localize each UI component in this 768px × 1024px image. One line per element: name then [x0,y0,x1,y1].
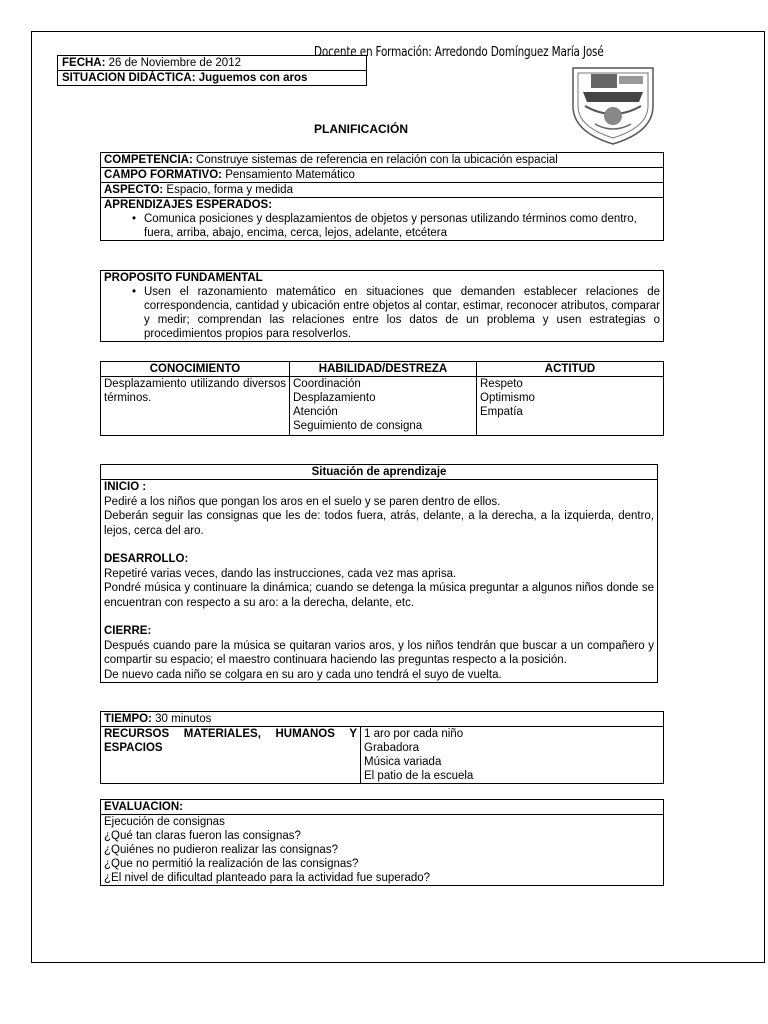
cha-table [100,361,664,436]
tiempo-value: 30 minutos [155,713,212,725]
conocimiento-cell: Desplazamiento utilizando diversos términos. [101,377,290,436]
situacion-body [101,480,657,682]
recursos-label: RECURSOS MATERIALES, HUMANOS Y ESPACIOS [104,728,357,754]
actitud-item: Respeto [480,378,523,390]
inicio-label: INICIO : [104,481,147,493]
evaluacion-item: Ejecución de consignas [104,816,225,828]
competencia-value: Construye sistemas de referencia en relación con la ubicación espacial [196,154,558,166]
competencia-label: COMPETENCIA: [104,154,193,166]
page-title: PLANIFICACIÓN [314,122,408,136]
campo-value: Pensamiento Matemático [225,169,355,181]
recurso-item: 1 aro por cada niño [364,728,464,740]
fecha-label: FECHA: [62,57,106,69]
tiempo-label: TIEMPO: [104,713,152,725]
situacion-label: SITUACION DIDÁCTICA: [62,72,196,84]
fecha-value: 26 de Noviembre de 2012 [108,57,241,69]
competencia-table [100,152,664,241]
desarrollo-text: Pondré música y continuare la dinámica; cuando se detenga la música preguntar a algunos niños donde se encuentran con respecto a su aro: a la derecha, delante, etc. [104,582,654,609]
tiempo-row [101,712,664,727]
evaluacion-item: ¿Qué tan claras fueron las consignas? [104,830,301,842]
cierre-text: De nuevo cada niño se colgara en su aro y cada uno tendrá el suyo de vuelta. [104,668,502,681]
cierre-text: Después cuando pare la música se quitaran varios aros, y los niños tendrán que buscar a un compañero y compartir su espacio; el maestro continuara haciendo las preguntas respecto a la posición. [104,639,654,666]
proposito-table [100,270,664,342]
desarrollo-text: Repetiré varias veces, dando las instrucciones, cada vez mas aprisa. [104,567,457,580]
situacion-title: Situación de aprendizaje [101,465,657,480]
proposito-item: • Usen el razonamiento matemático en situaciones que demanden establecer relaciones de correspondencia, cantidad y ubicación entre objetos al contar, estimar, reconocer atributos, comparar y medir; comprendan las relaciones entre los datos de un problema y usen estrategias o procedimientos propios para resolverlos. [104,285,660,341]
habilidad-item: Desplazamiento [293,392,376,404]
header-box [57,55,367,86]
recursos-label-cell [101,727,361,784]
aspecto-label: ASPECTO: [104,184,164,196]
evaluacion-header [101,800,664,815]
inicio-text: Pediré a los niños que pongan los aros en el suelo y se paren dentro de ellos. [104,495,501,508]
evaluacion-label: EVALUACION: [104,801,184,813]
header-conocimiento: CONOCIMIENTO [101,362,290,377]
situacion-row [58,70,366,85]
header-habilidad: HABILIDAD/DESTREZA [290,362,477,377]
actitud-cell [477,377,664,436]
evaluacion-item: ¿Quiénes no pudieron realizar las consignas? [104,844,338,856]
recursos-list [361,727,664,784]
recurso-item: Música variada [364,756,442,768]
habilidad-item: Atención [293,406,338,418]
aspecto-value: Espacio, forma y medida [166,184,293,196]
situacion-value: Juguemos con aros [198,72,308,84]
proposito-row [101,271,664,342]
tiempo-table [100,711,664,784]
header-actitud: ACTITUD [477,362,664,377]
proposito-label: PROPOSITO FUNDAMENTAL [104,272,263,284]
campo-label: CAMPO FORMATIVO: [104,169,222,181]
fecha-row [58,56,366,70]
situacion-box [100,464,658,683]
recurso-item: El patio de la escuela [364,770,474,782]
competencia-row [101,153,664,168]
actitud-item: Optimismo [480,392,535,404]
aprendizajes-label: APRENDIZAJES ESPERADOS: [104,199,273,211]
habilidad-item: Seguimiento de consigna [293,420,423,432]
aprendizajes-item: • Comunica posiciones y desplazamientos de objetos y personas utilizando términos como dentro, fuera, arriba, abajo, encima, cerca, lejos, adelante, etcétera [104,212,660,240]
docente-line: Docente en Formación: Arredondo Domínguez María José [314,44,604,60]
evaluacion-item: ¿Que no permitió la realización de las consignas? [104,858,359,870]
habilidad-item: Coordinación [293,378,361,390]
cierre-label: CIERRE: [104,625,152,637]
actitud-item: Empatía [480,406,523,418]
inicio-text: Deberán seguir las consignas que les de: todos fuera, atrás, delante, a la derecha, a la izquierda, dentro, lejos, cerca del aro. [104,510,654,537]
evaluacion-list [101,815,664,886]
habilidad-cell [290,377,477,436]
recurso-item: Grabadora [364,742,419,754]
aspecto-row [101,183,664,198]
desarrollo-label: DESARROLLO: [104,553,189,565]
evaluacion-table [100,799,664,886]
evaluacion-item: ¿El nivel de dificultad planteado para la actividad fue superado? [104,872,431,884]
aprendizajes-row [101,198,664,241]
campo-row [101,168,664,183]
